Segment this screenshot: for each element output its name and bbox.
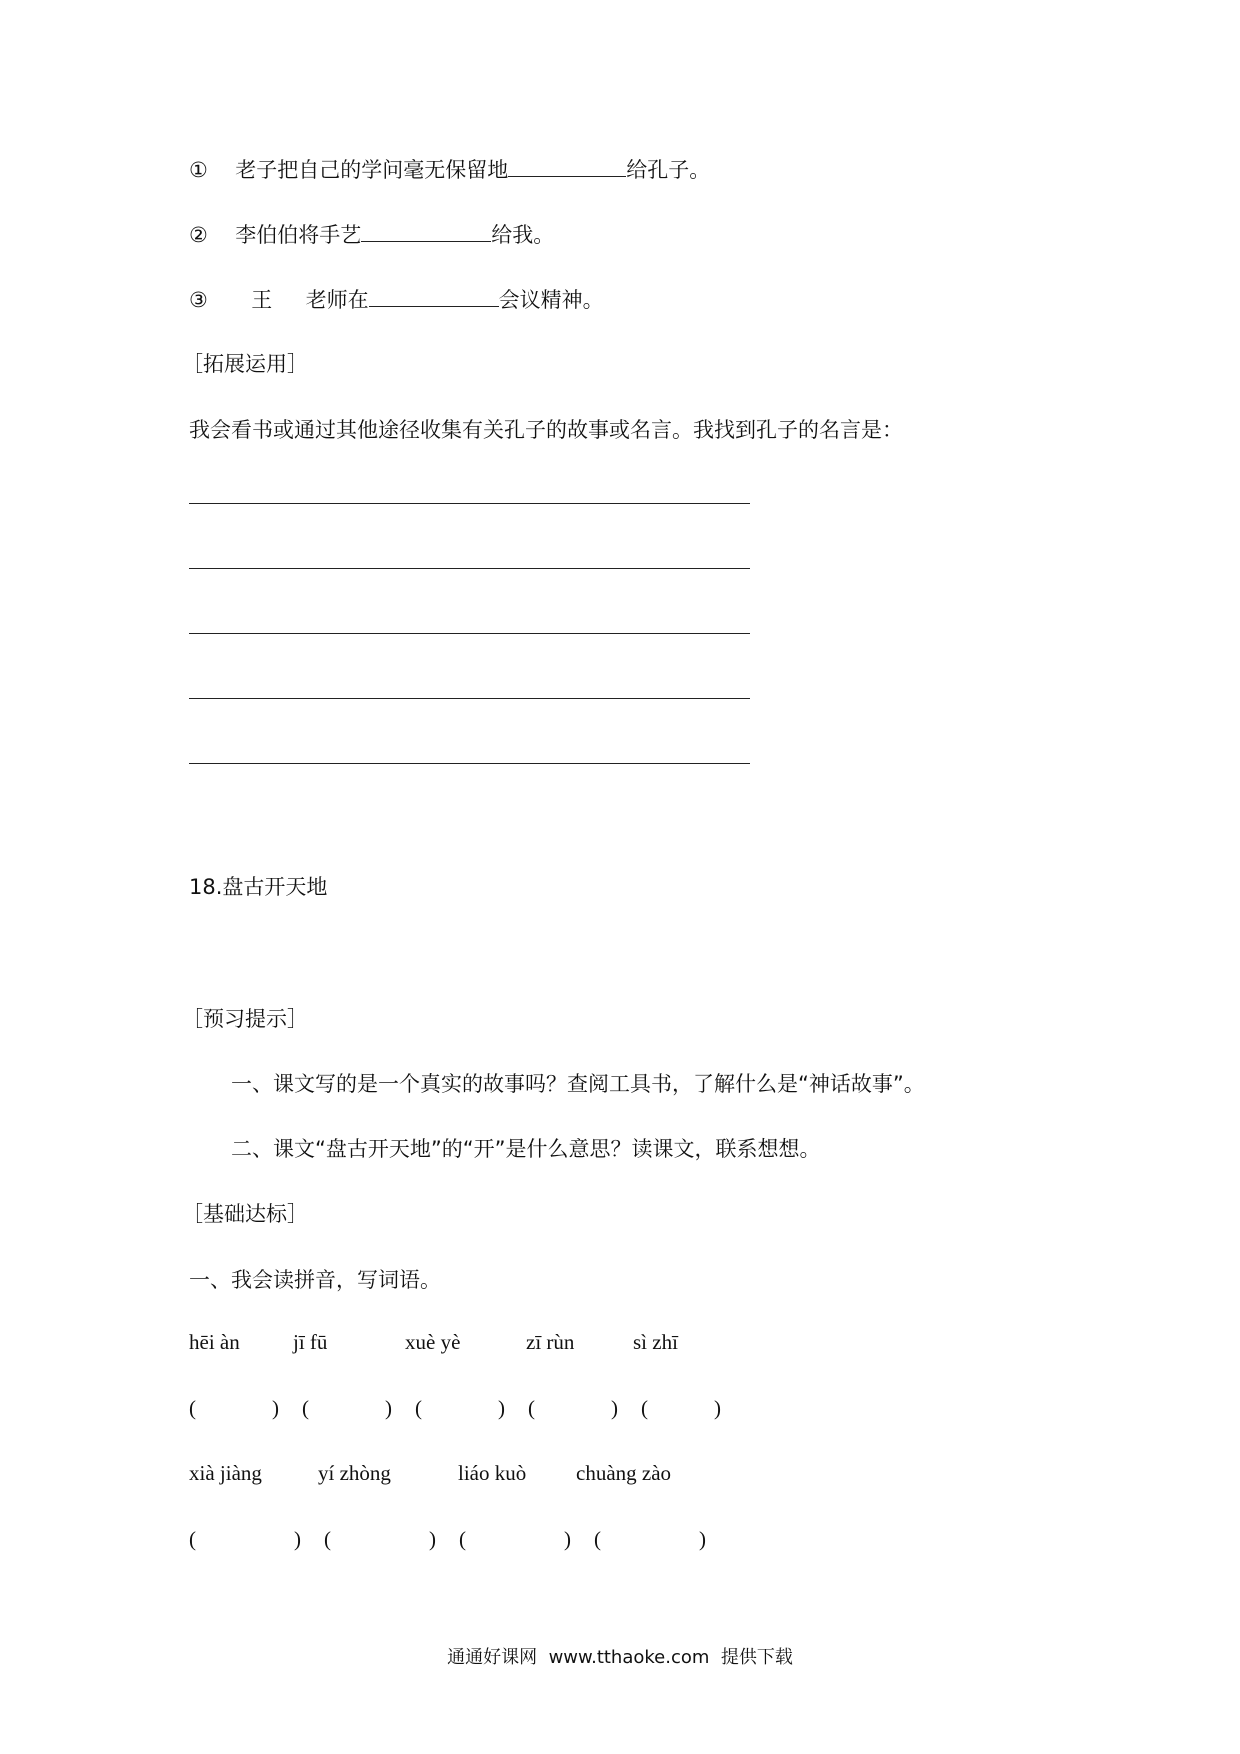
item-marker: ② [189, 223, 208, 247]
item-text-after: 给我。 [491, 223, 555, 247]
fill-item-1 [189, 154, 710, 184]
lesson-title: 18.盘古开天地 [189, 875, 328, 899]
answer-blank[interactable] [369, 286, 499, 307]
section-preview-heading: ［预习提示］ [182, 1007, 308, 1031]
open-paren: ( [459, 1527, 466, 1551]
item-text-before: 老子把自己的学问毫无保留地 [235, 158, 509, 182]
pinyin-word: xuè yè [405, 1330, 461, 1354]
preview-item-2: 二、课文“盘古开天地”的“开”是什么意思？读课文，联系想想。 [231, 1137, 821, 1161]
item-marker: ③ [189, 288, 208, 312]
pinyin-row-2 [0, 1461, 1240, 1491]
open-paren: ( [528, 1396, 535, 1420]
close-paren: ) [272, 1396, 279, 1420]
answer-brackets-row-2[interactable] [0, 1527, 1240, 1557]
pinyin-word: hēi àn [189, 1330, 240, 1354]
answer-line[interactable] [189, 503, 750, 504]
pinyin-row-1 [0, 1330, 1240, 1360]
close-paren: ) [498, 1396, 505, 1420]
answer-blank[interactable] [508, 156, 626, 177]
close-paren: ) [714, 1396, 721, 1420]
page-footer: 通通好课网 www.tthaoke.com 提供下载 [447, 1647, 793, 1668]
close-paren: ) [611, 1396, 618, 1420]
answer-brackets-row-1[interactable] [0, 1396, 1240, 1426]
item-text-before: 李伯伯将手艺 [235, 223, 362, 247]
item-name: 王 [251, 288, 273, 312]
open-paren: ( [324, 1527, 331, 1551]
close-paren: ) [564, 1527, 571, 1551]
open-paren: ( [189, 1396, 196, 1420]
open-paren: ( [641, 1396, 648, 1420]
extend-prompt: 我会看书或通过其他途径收集有关孔子的故事或名言。我找到孔子的名言是： [189, 418, 903, 442]
item-marker: ① [189, 158, 208, 182]
basic-task: 一、我会读拼音，写词语。 [189, 1268, 441, 1292]
close-paren: ) [385, 1396, 392, 1420]
open-paren: ( [189, 1527, 196, 1551]
fill-item-2 [189, 219, 554, 249]
open-paren: ( [415, 1396, 422, 1420]
answer-line[interactable] [189, 763, 750, 764]
pinyin-word: xià jiàng [189, 1461, 262, 1485]
pinyin-word: yí zhòng [318, 1461, 391, 1485]
section-basic-heading: ［基础达标］ [182, 1202, 308, 1226]
close-paren: ) [294, 1527, 301, 1551]
item-text-after: 会议精神。 [498, 288, 604, 312]
preview-item-1: 一、课文写的是一个真实的故事吗？查阅工具书，了解什么是“神话故事”。 [231, 1072, 925, 1096]
close-paren: ) [429, 1527, 436, 1551]
pinyin-word: zī rùn [526, 1330, 575, 1354]
pinyin-word: chuàng zào [576, 1461, 672, 1485]
pinyin-word: jī fū [293, 1330, 328, 1354]
answer-line[interactable] [189, 698, 750, 699]
pinyin-word: liáo kuò [458, 1461, 527, 1485]
close-paren: ) [699, 1527, 706, 1551]
open-paren: ( [302, 1396, 309, 1420]
item-text-after: 给孔子。 [626, 158, 711, 182]
answer-line[interactable] [189, 633, 750, 634]
fill-item-3 [189, 284, 604, 314]
pinyin-word: sì zhī [633, 1330, 678, 1354]
item-text-before: 老师在 [305, 288, 369, 312]
answer-line[interactable] [189, 568, 750, 569]
answer-blank[interactable] [361, 221, 491, 242]
section-extend-heading: ［拓展运用］ [182, 352, 308, 376]
open-paren: ( [594, 1527, 601, 1551]
